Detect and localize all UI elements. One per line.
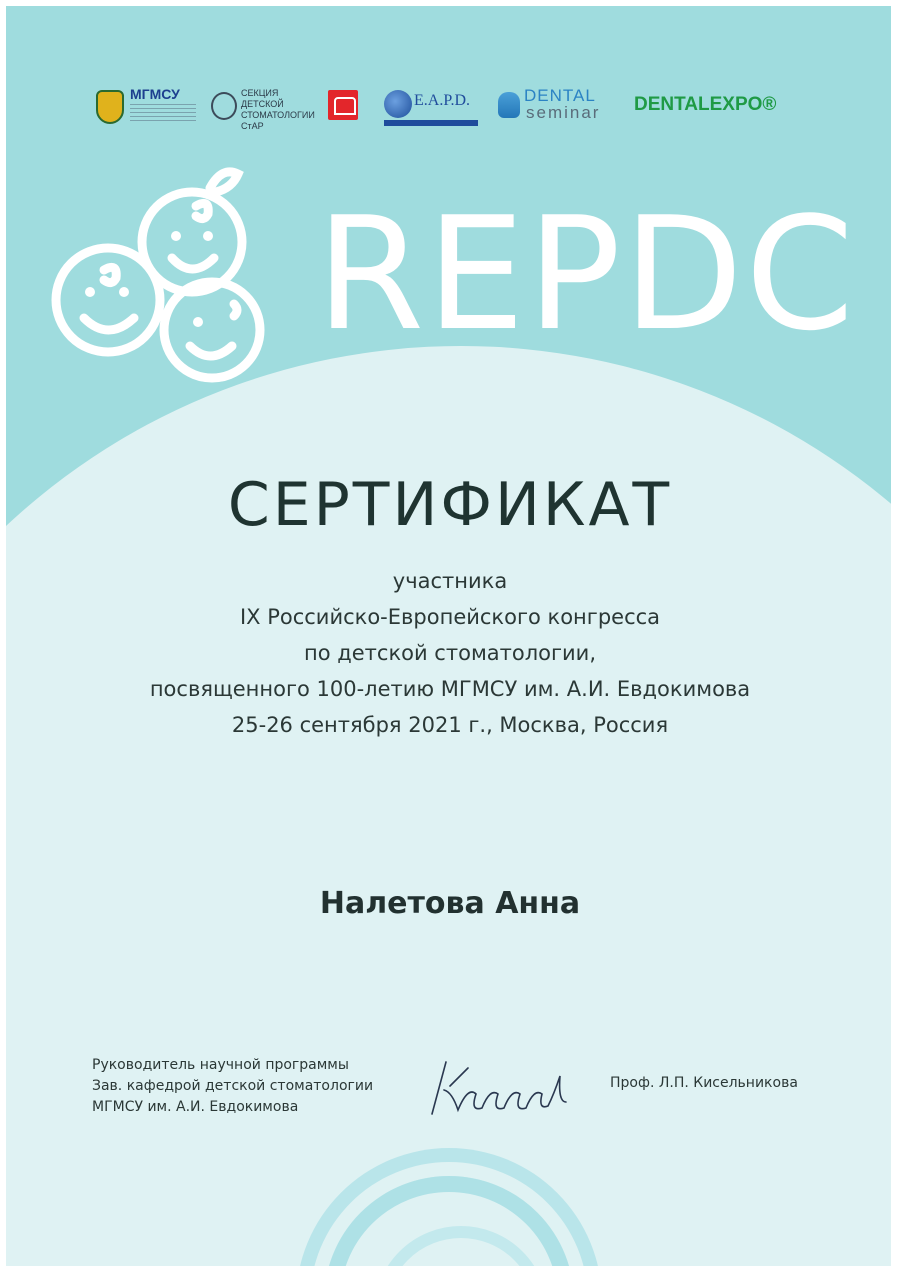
eapd-logo: [384, 86, 480, 132]
dental-seminar-logo: [498, 86, 618, 132]
tooth-icon: [498, 92, 520, 118]
mgmsu-small-text: [130, 104, 196, 122]
seminar-logo-text: seminar: [526, 103, 601, 122]
description-line: IX Российско-Европейского конгресса: [239, 605, 661, 629]
dentalexpo-logo-text: DENTALEXPO®: [634, 94, 777, 115]
signer-role-line: Зав. кафедрой детской стоматологии: [92, 1078, 374, 1094]
description-line: по детской стоматологии,: [303, 641, 597, 665]
certificate-title: СЕРТИФИКАТ: [227, 470, 673, 540]
repdc-brand: REPDC: [316, 183, 857, 365]
section-logo: [211, 86, 315, 132]
recipient-name: Налетова Анна: [319, 886, 581, 921]
section-logo-text: СЕКЦИЯ ДЕТСКОЙ СТОМАТОЛОГИИ СтАР: [241, 88, 315, 131]
description-line: посвященного 100-летию МГМСУ им. А.И. Евдокимова: [149, 677, 751, 701]
signer-name: Проф. Л.П. Кисельникова: [610, 1075, 798, 1091]
red-book-logo: [328, 86, 360, 132]
eapd-logo-text: E.A.P.D.: [414, 92, 471, 109]
dentalexpo-logo: [634, 86, 814, 132]
dental-logo-text: DENTAL: [524, 86, 596, 105]
signer-role: [92, 1055, 373, 1118]
description-line: 25-26 сентября 2021 г., Москва, Россия: [231, 713, 669, 737]
kids-faces-icon: [211, 92, 237, 120]
smiling-faces-icon: [50, 166, 280, 386]
handwritten-signature: [424, 1052, 584, 1120]
mgmsu-logo: [96, 86, 196, 132]
globe-icon: [384, 90, 412, 118]
certificate-description: [0, 563, 900, 743]
description-line: участника: [392, 569, 508, 593]
mgmsu-emblem-icon: [96, 90, 124, 124]
signer-role-line: Руководитель научной программы: [92, 1057, 349, 1073]
mgmsu-logo-text: МГМСУ: [130, 86, 180, 102]
red-book-icon: [328, 90, 358, 120]
sponsor-logos: [96, 86, 816, 132]
eapd-bar: [384, 120, 478, 126]
signer-role-line: МГМСУ им. А.И. Евдокимова: [92, 1099, 299, 1115]
